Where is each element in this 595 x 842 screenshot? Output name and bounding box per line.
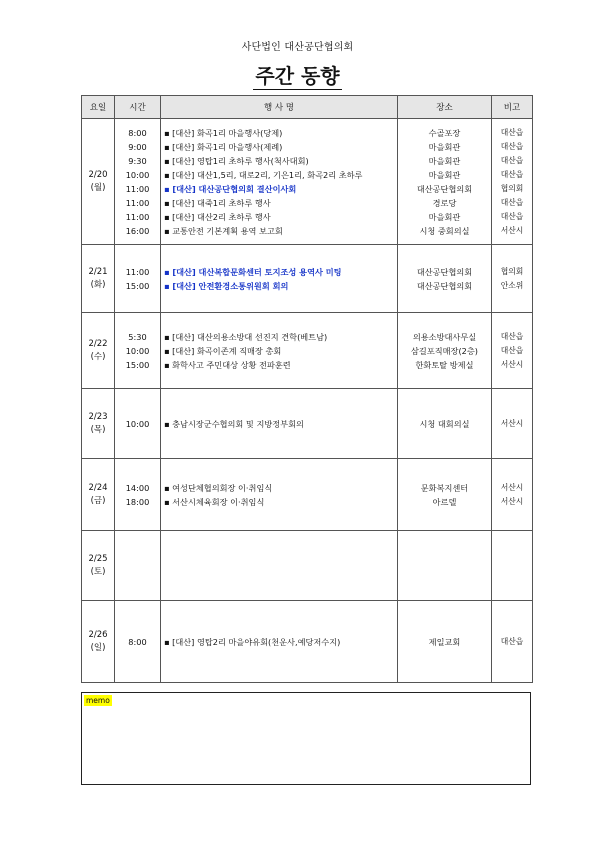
event-name: ▪ [대산] 대산2리 초하루 행사 — [164, 211, 271, 222]
event-name: ▪ [대산] 화곡1리 마을행사(제례) — [164, 141, 283, 152]
day-date: 2/22 — [88, 338, 108, 349]
note-cell — [492, 313, 533, 389]
time-cell — [115, 313, 161, 389]
event-name: ▪ 여성단체협의회장 이·취임식 — [164, 482, 273, 493]
memo-label: memo — [86, 696, 110, 705]
event-note: 서산시 — [500, 496, 524, 506]
event-time: 9:00 — [128, 141, 147, 152]
event-time: 18:00 — [125, 496, 150, 507]
page-title — [0, 60, 595, 89]
event-place: 대산공단협의회 — [416, 266, 473, 277]
day-row — [82, 313, 533, 389]
event-time: 11:00 — [125, 211, 150, 222]
event-place: 제일교회 — [428, 636, 461, 647]
event-note: 대산읍 — [500, 141, 524, 151]
place-cell — [398, 313, 492, 389]
day-cell — [82, 531, 115, 601]
event-name: ▪ [대산] 화곡이존계 직매장 총회 — [164, 345, 282, 356]
column-header-time: 시간 — [115, 96, 161, 119]
place-cell — [398, 245, 492, 313]
column-header-place: 장소 — [398, 96, 492, 119]
event-note: 대산읍 — [500, 636, 524, 646]
event-note: 서산시 — [500, 225, 524, 235]
event-name: ▪ [대산] 화곡1리 마을행사(당제) — [164, 127, 283, 138]
event-cell — [161, 531, 398, 601]
event-place: 의용소방대사무실 — [412, 331, 477, 342]
day-date: 2/21 — [88, 266, 108, 277]
event-note: 대산읍 — [500, 127, 524, 137]
event-cell — [161, 601, 398, 683]
event-name: ▪ 화학사고 주민대상 상황 전파훈련 — [164, 359, 291, 370]
day-cell — [82, 601, 115, 683]
note-cell — [492, 459, 533, 531]
event-time: 16:00 — [125, 225, 150, 236]
event-note: 대산읍 — [500, 155, 524, 165]
memo-box[interactable] — [81, 692, 531, 785]
event-name: ▪ [대산] 대산공단협의회 결산이사회 — [164, 183, 297, 194]
day-weekday: (화) — [90, 279, 106, 290]
time-cell — [115, 459, 161, 531]
day-date: 2/20 — [88, 169, 108, 180]
place-cell — [398, 459, 492, 531]
time-cell — [115, 119, 161, 245]
event-cell — [161, 119, 398, 245]
day-cell — [82, 389, 115, 459]
column-header-event: 행 사 명 — [161, 96, 398, 119]
day-date: 2/26 — [88, 629, 108, 640]
event-name: ▪ [대산] 대산1,5리, 대로2리, 기은1리, 화곡2리 초하루 — [164, 169, 363, 180]
day-weekday: (수) — [90, 351, 106, 362]
event-time: 9:30 — [128, 155, 147, 166]
event-time: 11:00 — [125, 266, 150, 277]
place-cell — [398, 531, 492, 601]
note-cell — [492, 601, 533, 683]
event-note: 서산시 — [500, 482, 524, 492]
day-row — [82, 119, 533, 245]
day-row — [82, 531, 533, 601]
day-row — [82, 245, 533, 313]
day-cell — [82, 119, 115, 245]
event-time: 10:00 — [125, 169, 150, 180]
day-row — [82, 389, 533, 459]
place-cell — [398, 389, 492, 459]
event-place: 경로당 — [432, 197, 457, 208]
event-place: 마을회관 — [428, 141, 461, 152]
event-note: 협의회 — [500, 266, 524, 276]
event-name: ▪ 서산시체육회장 이·취임식 — [164, 496, 265, 507]
weekly-schedule-table — [81, 95, 533, 683]
event-note: 서산시 — [500, 359, 524, 369]
note-cell — [492, 119, 533, 245]
event-time: 14:00 — [125, 482, 150, 493]
day-weekday: (월) — [90, 182, 106, 193]
event-time: 8:00 — [128, 636, 147, 647]
time-cell — [115, 531, 161, 601]
day-date: 2/25 — [88, 553, 108, 564]
event-place: 한화토탈 방제실 — [415, 359, 474, 370]
day-date: 2/23 — [88, 411, 108, 422]
day-weekday: (목) — [90, 424, 106, 435]
event-place: 대산공단협의회 — [416, 183, 473, 194]
event-cell — [161, 459, 398, 531]
event-cell — [161, 313, 398, 389]
event-place: 마을회관 — [428, 155, 461, 166]
event-time: 15:00 — [125, 359, 150, 370]
place-cell — [398, 601, 492, 683]
event-name: ▪ [대산] 영탑2리 마을야유회(천운사,예당저수지) — [164, 636, 341, 647]
day-weekday: (일) — [90, 642, 106, 653]
event-time: 10:00 — [125, 418, 150, 429]
event-name: ▪ [대산] 안전환경소통위원회 회의 — [164, 280, 289, 291]
event-cell — [161, 389, 398, 459]
day-cell — [82, 313, 115, 389]
event-note: 대산읍 — [500, 331, 524, 341]
event-time: 15:00 — [125, 280, 150, 291]
event-name: ▪ 충남시장군수협의회 및 지방정부회의 — [164, 418, 304, 429]
day-cell — [82, 459, 115, 531]
day-date: 2/24 — [88, 482, 108, 493]
page-title-text: 주간 동향 — [255, 64, 340, 88]
event-name: ▪ [대산] 대산의용소방대 선진지 견학(베트남) — [164, 331, 328, 342]
event-place: 대산공단협의회 — [416, 280, 473, 291]
event-cell — [161, 245, 398, 313]
organization-name: 사단법인 대산공단협의회 — [241, 42, 354, 53]
time-cell — [115, 389, 161, 459]
event-note: 대산읍 — [500, 197, 524, 207]
event-time: 11:00 — [125, 183, 150, 194]
column-header-day: 요일 — [82, 96, 115, 119]
event-note: 대산읍 — [500, 345, 524, 355]
day-row — [82, 601, 533, 683]
event-place: 시청 대회의실 — [419, 418, 470, 429]
event-place: 문화복지센터 — [420, 482, 469, 493]
table-header-row — [82, 96, 533, 119]
day-weekday: (토) — [90, 566, 106, 577]
event-name: ▪ [대산] 대죽1리 초하루 행사 — [164, 197, 271, 208]
column-header-note: 비고 — [492, 96, 533, 119]
day-row — [82, 459, 533, 531]
event-note: 안소위 — [500, 280, 524, 290]
day-weekday: (금) — [90, 495, 106, 506]
event-place: 마을회관 — [428, 211, 461, 222]
event-time: 10:00 — [125, 345, 150, 356]
event-name: ▪ [대산] 영탑1리 초하루 행사(척사대회) — [164, 155, 309, 166]
event-place: 수골포장 — [428, 127, 461, 138]
event-place: 시청 중회의실 — [419, 225, 470, 236]
event-time: 5:30 — [128, 331, 147, 342]
time-cell — [115, 601, 161, 683]
event-name: ▪ [대산] 대산복합문화센터 토지조성 용역사 미팅 — [164, 266, 342, 277]
event-time: 11:00 — [125, 197, 150, 208]
event-note: 대산읍 — [500, 169, 524, 179]
note-cell — [492, 389, 533, 459]
event-place: 마을회관 — [428, 169, 461, 180]
event-time: 8:00 — [128, 127, 147, 138]
event-name: ▪ 교통안전 기본계획 용역 보고회 — [164, 225, 283, 236]
event-place: 아르델 — [432, 496, 457, 507]
note-cell — [492, 531, 533, 601]
event-note: 대산읍 — [500, 211, 524, 221]
event-place: 삼길포직매장(2층) — [411, 345, 478, 356]
note-cell — [492, 245, 533, 313]
place-cell — [398, 119, 492, 245]
event-note: 서산시 — [500, 418, 524, 428]
event-note: 협의회 — [500, 183, 524, 193]
day-cell — [82, 245, 115, 313]
time-cell — [115, 245, 161, 313]
